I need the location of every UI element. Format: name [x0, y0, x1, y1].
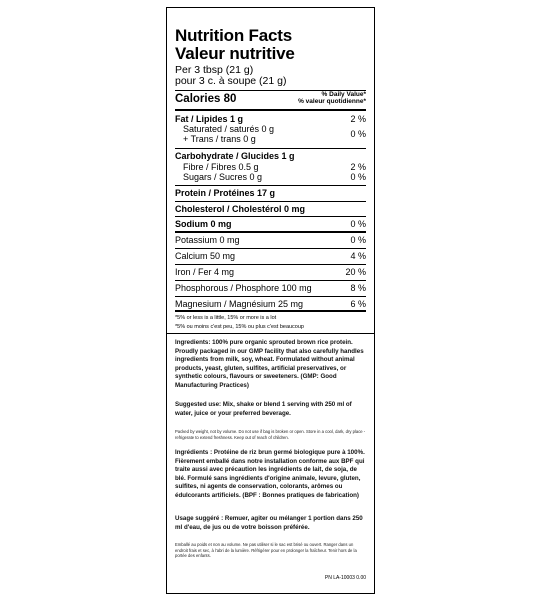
chol-label: Cholesterol / Cholestérol 0 mg [175, 204, 306, 214]
dv-header [175, 91, 366, 105]
rule [175, 216, 366, 217]
row-sugars [175, 172, 366, 183]
sugars-label: Sugars / Sucres 0 g [183, 172, 263, 182]
row-potassium [175, 235, 366, 246]
product-number: PN LA-10003 0.00 [324, 575, 366, 581]
fibre-label: Fibre / Fibres 0.5 g [183, 162, 259, 172]
row-trans [175, 129, 366, 145]
potassium-label: Potassium 0 mg [175, 235, 240, 245]
dv-fr: % valeur quotidienne* [298, 98, 366, 105]
rule [175, 185, 366, 186]
row-mag [175, 299, 366, 310]
use-fr: Usage suggéré : Remuer, agiter ou mélanger 1 portion dans 250 ml d'eau, de jus ou de votre boisson préférée. [175, 515, 363, 531]
mag-pct: 6 % [350, 299, 366, 309]
row-phos [175, 283, 366, 294]
iron-pct: 20 % [345, 267, 366, 277]
rule [175, 148, 366, 149]
fibre-pct: 2 % [350, 162, 366, 172]
rule [175, 280, 366, 281]
calories: Calories 80 [175, 93, 237, 105]
iron-label: Iron / Fer 4 mg [175, 267, 235, 277]
row-iron [175, 267, 366, 278]
sodium-label: Sodium 0 mg [175, 219, 232, 229]
calcium-label: Calcium 50 mg [175, 251, 236, 261]
sodium-pct: 0 % [350, 219, 366, 229]
phos-pct: 8 % [350, 283, 366, 293]
footnote-en: *5% or less is a little, 15% or more is a lot [175, 315, 277, 321]
serving-en: Per 3 tbsp (21 g) [175, 64, 254, 76]
packed-fr: Emballé au poids et non au volume. Ne pas utiliser si le sac est brisé ou ouvert. Ranger dans un endroit frais et sec, à l'abri de la lumière. Réfrigérer pour en prolonger la fraîcheur. Tenir hors de la portée des enfants. [175, 542, 357, 558]
rule [175, 296, 366, 297]
sat-label: Saturated / saturés 0 g [183, 124, 275, 134]
use-en: Suggested use: Mix, shake or blend 1 serving with 250 ml of water, juice or your preferred beverage. [175, 401, 352, 417]
thick-rule [175, 231, 366, 233]
trans-label: + Trans / trans 0 g [183, 134, 256, 144]
section-divider [167, 333, 374, 334]
title-fr: Valeur nutritive [175, 44, 295, 63]
potassium-pct: 0 % [350, 235, 366, 245]
thick-rule [175, 310, 366, 312]
rule [175, 201, 366, 202]
protein-label: Protein / Protéines 17 g [175, 188, 276, 198]
nutrition-label [166, 7, 375, 594]
sugars-pct: 0 % [350, 172, 366, 182]
dv-en: % Daily Value* [321, 91, 366, 98]
row-sodium [175, 219, 366, 230]
row-calcium [175, 251, 366, 262]
calcium-pct: 4 % [350, 251, 366, 261]
footnote-fr: *5% ou moins c'est peu, 15% ou plus c'est beaucoup [175, 324, 304, 330]
row-chol [175, 204, 366, 215]
rule [175, 264, 366, 265]
carb-label: Carbohydrate / Glucides 1 g [175, 151, 295, 161]
ingredients-fr: Ingrédients : Protéine de riz brun germé biologique pure à 100%. Fièrement emballé dans notre installation conforme aux BPF qui traite aussi avec précaution les ingrédients de lait, de soja, de blé. Formulé sans ingrédients d'origine animale, levure, gluten, sulfites, ni agents de conservation, colorants, arômes ou édulcorants artificiels. (BPF : Bonnes pratiques de fabrication) [175, 449, 365, 499]
fat-pct: 2 % [350, 114, 366, 124]
row-carb [175, 151, 366, 162]
row-protein [175, 188, 366, 199]
fat-label: Fat / Lipides 1 g [175, 114, 244, 124]
phos-label: Phosphorous / Phosphore 100 mg [175, 283, 312, 293]
thick-rule [175, 109, 366, 111]
title-en: Nutrition Facts [175, 26, 292, 45]
trans-pct: 0 % [350, 129, 366, 139]
packed-en: Packed by weight, not by volume. Do not use if bag is broken or open. Store in a cool, dark, dry place - refrigerate to extend freshness. Keep out of reach of children. [175, 429, 366, 440]
ingredients-en: Ingredients: 100% pure organic sprouted brown rice protein. Proudly packaged in our GMP facility that also carefully handles ingredients from milk, soy, wheat. Formulated without animal products, yeast, gluten, sulfites, artificial preservatives, or synthetic colours, flavours or sweeteners. (GMP: Good Manufacturing Practices) [175, 339, 364, 389]
rule [175, 248, 366, 249]
serving-fr: pour 3 c. à soupe (21 g) [175, 75, 287, 87]
mag-label: Magnesium / Magnésium 25 mg [175, 299, 304, 309]
